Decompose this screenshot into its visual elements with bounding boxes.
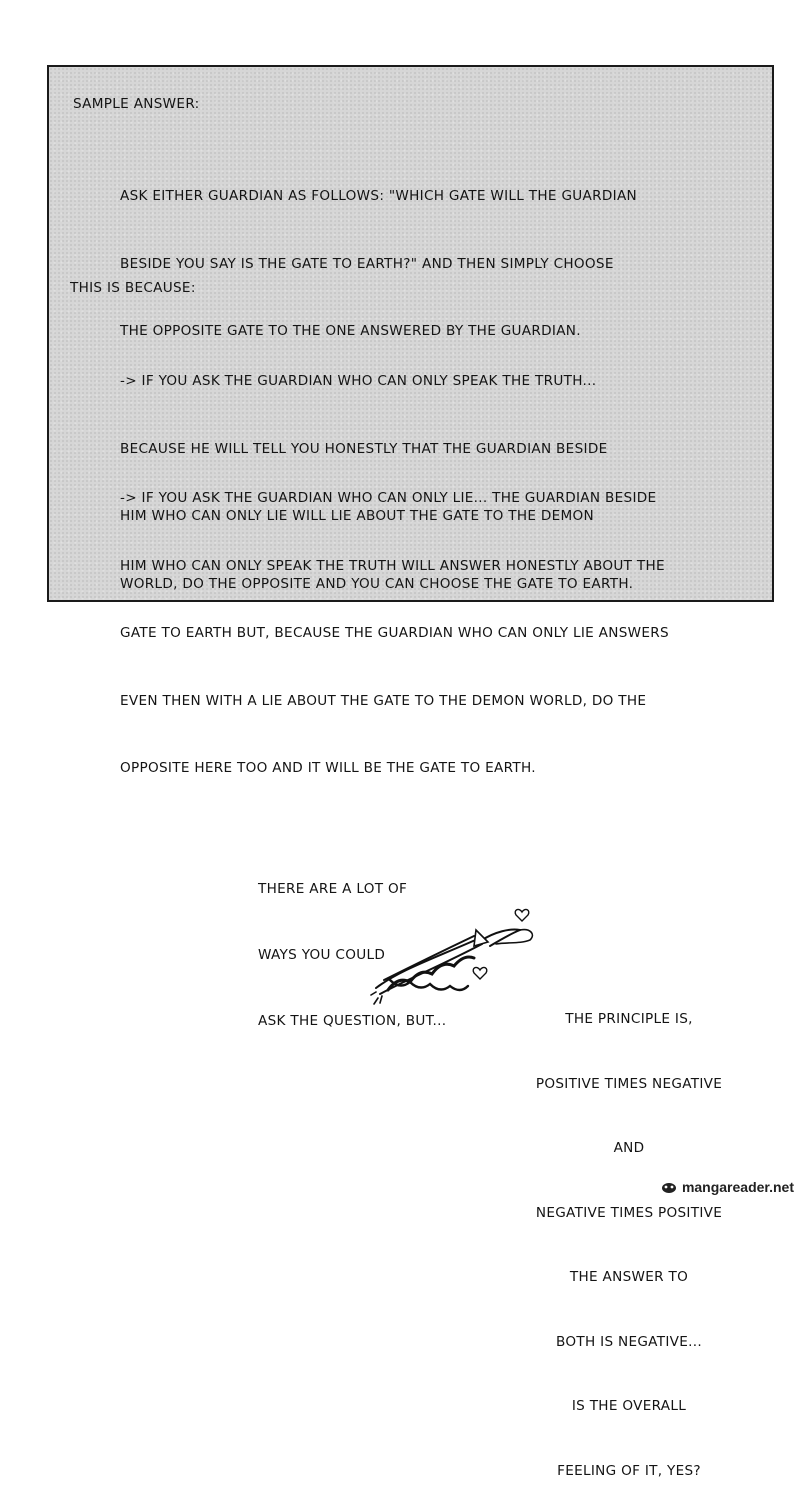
watermark-logo-icon: [660, 1180, 678, 1194]
note-right: [520, 966, 738, 1504]
reason-line: -> IF YOU ASK THE GUARDIAN WHO CAN ONLY SPEAK THE TRUTH...: [120, 373, 597, 389]
reason-line: GATE TO EARTH BUT, BECAUSE THE GUARDIAN WHO CAN ONLY LIE ANSWERS: [120, 625, 669, 641]
note-line: ASK THE QUESTION, BUT...: [258, 1013, 447, 1029]
reason-line: -> IF YOU ASK THE GUARDIAN WHO CAN ONLY LIE... THE GUARDIAN BESIDE: [120, 490, 657, 506]
note-line: THERE ARE A LOT OF: [258, 881, 408, 897]
heart-icon: [515, 909, 529, 921]
explanation-panel: [47, 65, 774, 776]
note-line: WAYS YOU COULD: [258, 947, 386, 963]
watermark-text: mangareader.net: [681, 1179, 794, 1195]
reason-line: WORLD, DO THE OPPOSITE AND YOU CAN CHOOSE THE GATE TO EARTH.: [120, 575, 634, 592]
answer-line: BESIDE YOU SAY IS THE GATE TO EARTH?" AND THEN SIMPLY CHOOSE: [120, 255, 614, 272]
reason-line: HIM WHO CAN ONLY LIE WILL LIE ABOUT THE GATE TO THE DEMON: [120, 508, 595, 524]
heart-icon: [473, 967, 487, 979]
answer-line: ASK EITHER GUARDIAN AS FOLLOWS: "WHICH GATE WILL THE GUARDIAN: [120, 188, 638, 204]
note-line: FEELING OF IT, YES?: [557, 1462, 701, 1479]
note-line: NEGATIVE TIMES POSITIVE: [535, 1204, 723, 1221]
note-line: BOTH IS NEGATIVE...: [556, 1333, 702, 1350]
reason-line: EVEN THEN WITH A LIE ABOUT THE GATE TO THE DEMON WORLD, DO THE: [120, 692, 647, 709]
reason-two-text: [120, 442, 669, 825]
note-line: THE ANSWER TO: [569, 1269, 689, 1285]
sample-answer-heading: SAMPLE ANSWER:: [73, 96, 200, 112]
note-line: THE PRINCIPLE IS,: [565, 1011, 693, 1027]
braid-drawing: [370, 900, 540, 1010]
answer-line: THE OPPOSITE GATE TO THE ONE ANSWERED BY THE GUARDIAN.: [120, 323, 581, 339]
reason-line: OPPOSITE HERE TOO AND IT WILL BE THE GATE TO EARTH.: [120, 760, 536, 776]
note-line: IS THE OVERALL: [571, 1398, 687, 1414]
note-line: AND: [613, 1140, 645, 1156]
note-line: POSITIVE TIMES NEGATIVE: [535, 1075, 723, 1092]
this-is-because-heading: THIS IS BECAUSE:: [70, 280, 196, 296]
reason-line: HIM WHO CAN ONLY SPEAK THE TRUTH WILL ANSWER HONESTLY ABOUT THE: [120, 557, 665, 574]
watermark: [660, 1179, 794, 1195]
reason-line: BECAUSE HE WILL TELL YOU HONESTLY THAT THE GUARDIAN BESIDE: [120, 440, 608, 457]
